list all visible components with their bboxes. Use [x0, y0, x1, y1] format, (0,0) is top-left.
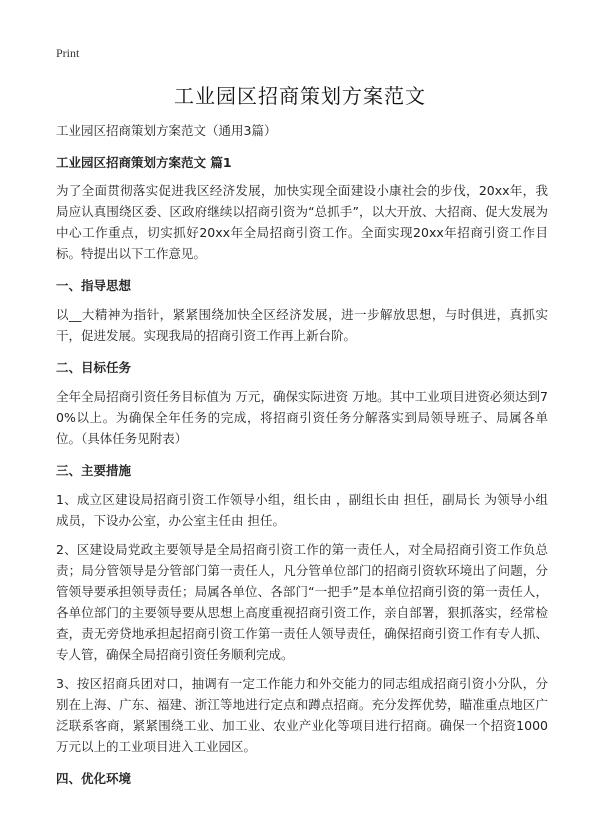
section-heading-guiding-ideology: 一、指导思想 [56, 278, 132, 293]
article-heading: 工业园区招商策划方案范文 篇1 [56, 155, 232, 170]
section-paragraph: 1、成立区建设局招商引资工作领导小组，组长由 ，副组长由 担任，副局长 为领导小组成员，下设办公室，办公室主任由 担任。 [56, 492, 548, 528]
section-paragraph: 以__大精神为指针，紧紧围绕加快全区经济发展，进一步解放思想，与时俱进，真抓实干，促进发展。实现我局的招商引资工作再上新台阶。 [56, 307, 548, 343]
intro-paragraph: 为了全面贯彻落实促进我区经济发展，加快实现全面建设小康社会的步伐，20xx年，我局应认真围绕区委、区政府继续以招商引资为“总抓手”，以大开放、大招商、促大发展为中心工作重点，切实抓好20xx年全局招商引资工作。全面实现20xx年招商引资工作目标。特提出以下工作意见。 [56, 183, 548, 261]
section-heading-optimize-environment: 四、优化环境 [56, 771, 132, 786]
print-link[interactable]: Print [56, 46, 80, 60]
section-paragraph: 2、区建设局党政主要领导是全局招商引资工作的第一责任人，对全局招商引资工作负总责；局分管领导是分管部门第一责任人，凡分管单位部门的招商引资软环境出了问题，分管领导要承担领导责任；局属各单位、各部门“一把手”是本单位招商引资的第一责任人，各单位部门的主要领导要从思想上高度重视招商引资工作，亲自部署，狠抓落实，经常检查，责无旁贷地承担起招商引资工作第一责任人领导责任，确保招商引资工作有专人抓、专人管，确保全局招商引资任务顺利完成。 [56, 542, 548, 662]
document-subtitle: 工业园区招商策划方案范文（通用3篇） [56, 123, 277, 138]
section-heading-main-measures: 三、主要措施 [56, 463, 132, 478]
document-title: 工业园区招商策划方案范文 [174, 84, 426, 108]
document-body [56, 120, 548, 797]
section-paragraph: 全年全局招商引资任务目标值为 万元，确保实际进资 万地。其中工业项目进资必须达到70%以上。为确保全年任务的完成，将招商引资任务分解落实到局领导班子、局属各单位。（具体任务见附表） [56, 389, 548, 446]
section-heading-target-tasks: 二、目标任务 [56, 360, 132, 375]
section-paragraph: 3、按区招商兵团对口，抽调有一定工作能力和外交能力的同志组成招商引资小分队，分别在上海、广东、福建、浙江等地进行定点和蹲点招商。充分发挥优势，瞄准重点地区广泛联系客商，紧紧围绕工业、加工业、农业产业化等项目进行招商。确保一个招资1000万元以上的工业项目进入工业园区。 [56, 676, 548, 754]
